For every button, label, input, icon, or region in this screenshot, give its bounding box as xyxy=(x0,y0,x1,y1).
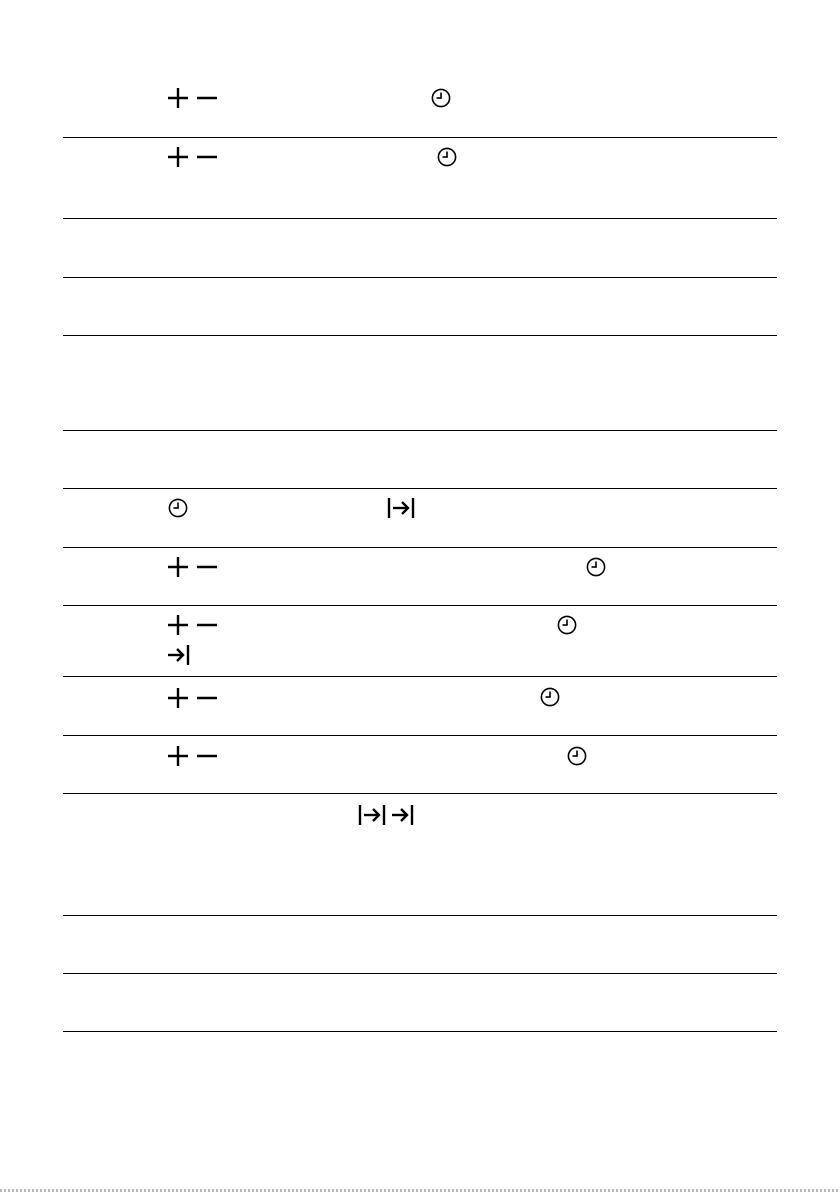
clock-icon xyxy=(586,557,606,577)
clock-icon xyxy=(168,498,188,518)
row-separator xyxy=(63,915,777,916)
minus-icon xyxy=(196,87,218,109)
row-separator xyxy=(63,735,777,736)
row-separator xyxy=(63,973,777,974)
clock-icon xyxy=(540,687,560,707)
row-separator xyxy=(63,335,777,336)
bar-arrow-bar-icon xyxy=(358,804,386,826)
minus-icon xyxy=(196,745,218,767)
plus-icon xyxy=(167,687,189,709)
bar-arrow-bar-icon xyxy=(387,497,415,519)
row-separator xyxy=(63,605,777,606)
arrow-bar-icon xyxy=(167,644,191,666)
clock-icon xyxy=(431,88,451,108)
plus-icon xyxy=(167,146,189,168)
plus-icon xyxy=(167,87,189,109)
plus-icon xyxy=(167,745,189,767)
minus-icon xyxy=(196,687,218,709)
clock-icon xyxy=(557,615,577,635)
row-separator xyxy=(63,676,777,677)
clock-icon xyxy=(567,746,587,766)
row-separator xyxy=(63,277,777,278)
plus-icon xyxy=(167,614,189,636)
minus-icon xyxy=(196,614,218,636)
row-separator xyxy=(63,488,777,489)
arrow-bar-icon xyxy=(391,804,415,826)
row-separator xyxy=(63,547,777,548)
plus-icon xyxy=(167,556,189,578)
minus-icon xyxy=(196,146,218,168)
row-separator xyxy=(63,218,777,219)
clock-icon xyxy=(437,147,457,167)
row-separator xyxy=(63,793,777,794)
row-separator xyxy=(63,137,777,138)
row-separator xyxy=(63,1031,777,1032)
row-separator xyxy=(63,430,777,431)
minus-icon xyxy=(196,556,218,578)
